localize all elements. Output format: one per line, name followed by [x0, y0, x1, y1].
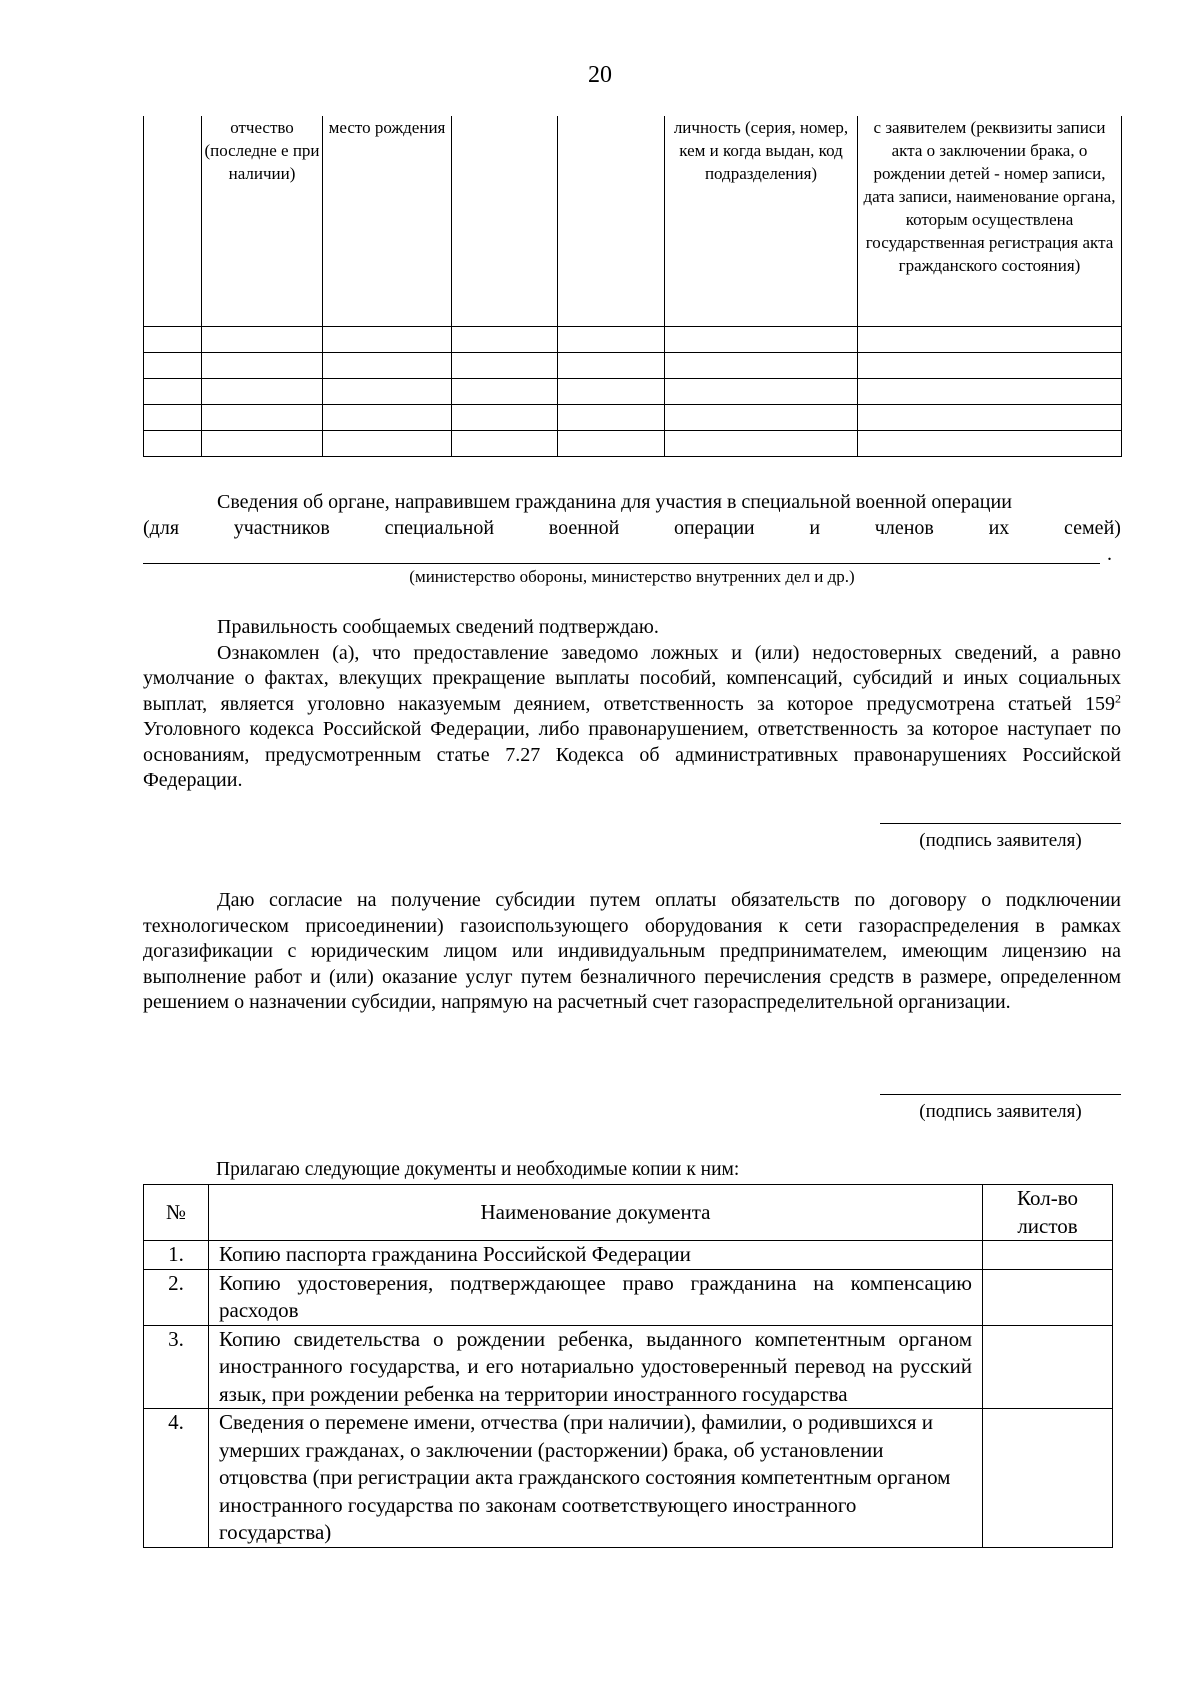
table-cell[interactable]: [665, 431, 858, 457]
table-cell[interactable]: [858, 405, 1122, 431]
documents-header-row: [144, 1185, 1113, 1241]
document-row: [144, 1409, 1113, 1548]
table-cell[interactable]: [665, 379, 858, 405]
organ-info-word: военной: [548, 516, 620, 539]
document-sheet-count[interactable]: [983, 1241, 1113, 1270]
table-cell[interactable]: [558, 405, 665, 431]
table-cell[interactable]: [558, 353, 665, 379]
organ-info-word: членов: [874, 516, 934, 539]
consent-paragraph: Даю согласие на получение субсидии путем оплаты обязательств по договору о подключении технологическом присоединении) газоиспользующего оборудования к сети газораспределения в рамках догазификации с юридическим лицом или индивидуальным предпринимателем, имеющим лицензию на выполнение работ и (или) оказание услуг путем безналичного перечисления средств в размере, определенном решением о назначении субсидии, напрямую на расчетный счет газораспределительной организации.: [143, 889, 1121, 1013]
document-sheet-count[interactable]: [983, 1269, 1113, 1325]
table-cell[interactable]: [452, 379, 558, 405]
table-cell[interactable]: [323, 431, 452, 457]
table-cell[interactable]: [452, 431, 558, 457]
table-cell[interactable]: [452, 353, 558, 379]
table-cell[interactable]: [202, 431, 323, 457]
table-cell[interactable]: [144, 327, 202, 353]
document-row: [144, 1325, 1113, 1409]
organ-info-word: операции: [674, 516, 755, 539]
documents-table: [143, 1184, 1113, 1548]
table-cell[interactable]: [452, 405, 558, 431]
documents-intro: Прилагаю следующие документы и необходимые копии к ним:: [216, 1159, 740, 1180]
header-cell-patronymic: отчество (последне е при наличии): [202, 116, 323, 327]
header-cell-relationship-record: с заявителем (реквизиты записи акта о заключении брака, о рождении детей - номер записи, дата записи, наименование органа, которым осуществлена государственная регистрация акта гражданского состояния): [858, 116, 1122, 327]
table-cell[interactable]: [202, 353, 323, 379]
table-cell[interactable]: [665, 405, 858, 431]
document-name: Копию свидетельства о рождении ребенка, выданного компетентным органом иностранного государства, и его нотариально удостоверенный перевод на русский язык, при рождении ребенка на территории иностранного государства: [209, 1325, 983, 1409]
table-cell[interactable]: [452, 327, 558, 353]
table-cell[interactable]: [202, 405, 323, 431]
confirmation-line: Правильность сообщаемых сведений подтверждаю.: [217, 616, 659, 638]
document-num: 4.: [144, 1409, 209, 1548]
signature-caption-1: (подпись заявителя): [919, 830, 1082, 851]
table-cell[interactable]: [665, 353, 858, 379]
document-sheet-count[interactable]: [983, 1409, 1113, 1548]
document-row: [144, 1269, 1113, 1325]
table-cell[interactable]: [858, 379, 1122, 405]
header-sheet-count: Кол-во листов: [983, 1185, 1113, 1241]
organ-info: [143, 490, 1121, 541]
organ-fill-line[interactable]: [143, 563, 1100, 564]
table-cell[interactable]: [858, 327, 1122, 353]
liability-paragraph: [143, 641, 1121, 794]
table-cell[interactable]: [323, 405, 452, 431]
signature-line-1[interactable]: [880, 823, 1121, 824]
header-cell: [558, 116, 665, 327]
organ-info-word: и: [809, 516, 821, 539]
table-cell[interactable]: [144, 431, 202, 457]
table-cell[interactable]: [323, 327, 452, 353]
table-cell[interactable]: [558, 379, 665, 405]
signature-caption-2: (подпись заявителя): [919, 1101, 1082, 1122]
table-cell[interactable]: [202, 327, 323, 353]
members-table-header-row: [144, 116, 1122, 327]
table-cell[interactable]: [144, 405, 202, 431]
organ-info-word: участников: [233, 516, 330, 539]
document-name: Копию удостоверения, подтверждающее право гражданина на компенсацию расходов: [209, 1269, 983, 1325]
organ-info-word: специальной: [384, 516, 495, 539]
header-cell-birthplace: место рождения: [323, 116, 452, 327]
table-cell[interactable]: [144, 379, 202, 405]
table-row: [144, 327, 1122, 353]
document-name: Сведения о перемене имени, отчества (при наличии), фамилии, о родившихся и умерших гражданах, о заключении (расторжении) брака, об установлении отцовства (при регистрации акта гражданского состояния компетентным органом иностранного государства по законам соответствующего иностранного государства): [209, 1409, 983, 1548]
document-row: [144, 1241, 1113, 1270]
confirmation-block: [143, 615, 1121, 794]
table-cell[interactable]: [858, 353, 1122, 379]
document-sheet-count[interactable]: [983, 1325, 1113, 1409]
header-cell: [452, 116, 558, 327]
organ-info-word: семей): [1064, 516, 1121, 539]
organ-info-word: (для: [143, 516, 180, 539]
table-cell[interactable]: [558, 327, 665, 353]
signature-line-2[interactable]: [880, 1094, 1121, 1095]
table-cell[interactable]: [558, 431, 665, 457]
header-cell-identity-document: личность (серия, номер, кем и когда выдан, код подразделения): [665, 116, 858, 327]
organ-info-word: их: [988, 516, 1010, 539]
liability-text-continued: Уголовного кодекса Российской Федерации, либо правонарушением, ответственность за которое наступает по основаниям, предусмотренным статье 7.27 Кодекса об административных правонарушениях Российской Федерации.: [143, 718, 1121, 791]
document-num: 1.: [144, 1241, 209, 1270]
header-cell: [144, 116, 202, 327]
document-num: 3.: [144, 1325, 209, 1409]
table-cell[interactable]: [858, 431, 1122, 457]
table-cell[interactable]: [665, 327, 858, 353]
organ-hint: (министерство обороны, министерство внутренних дел и др.): [409, 567, 855, 586]
organ-info-line-1: Сведения об органе, направившем гражданина для участия в специальной военной операции: [217, 491, 1012, 513]
liability-text: Ознакомлен (а), что предоставление заведомо ложных и (или) недостоверных сведений, а равно умолчание о фактах, влекущих прекращение выплаты пособий, компенсаций, субсидий и иных социальных выплат, является уголовно наказуемым деянием, ответственность за которое предусмотрена статьей 159: [143, 641, 1121, 715]
document-num: 2.: [144, 1269, 209, 1325]
table-row: [144, 353, 1122, 379]
header-document-name: Наименование документа: [209, 1185, 983, 1241]
table-cell[interactable]: [323, 353, 452, 379]
members-table: [143, 116, 1122, 457]
table-row: [144, 405, 1122, 431]
organ-info-line-2: [143, 516, 1121, 542]
table-cell[interactable]: [144, 353, 202, 379]
table-cell[interactable]: [323, 379, 452, 405]
table-cell[interactable]: [202, 379, 323, 405]
table-row: [144, 431, 1122, 457]
document-name: Копию паспорта гражданина Российской Федерации: [209, 1241, 983, 1270]
organ-line-dot: .: [1107, 543, 1112, 565]
table-row: [144, 379, 1122, 405]
page-number: 20: [588, 62, 612, 88]
article-superscript: 2: [1115, 690, 1121, 705]
header-num: №: [144, 1185, 209, 1241]
